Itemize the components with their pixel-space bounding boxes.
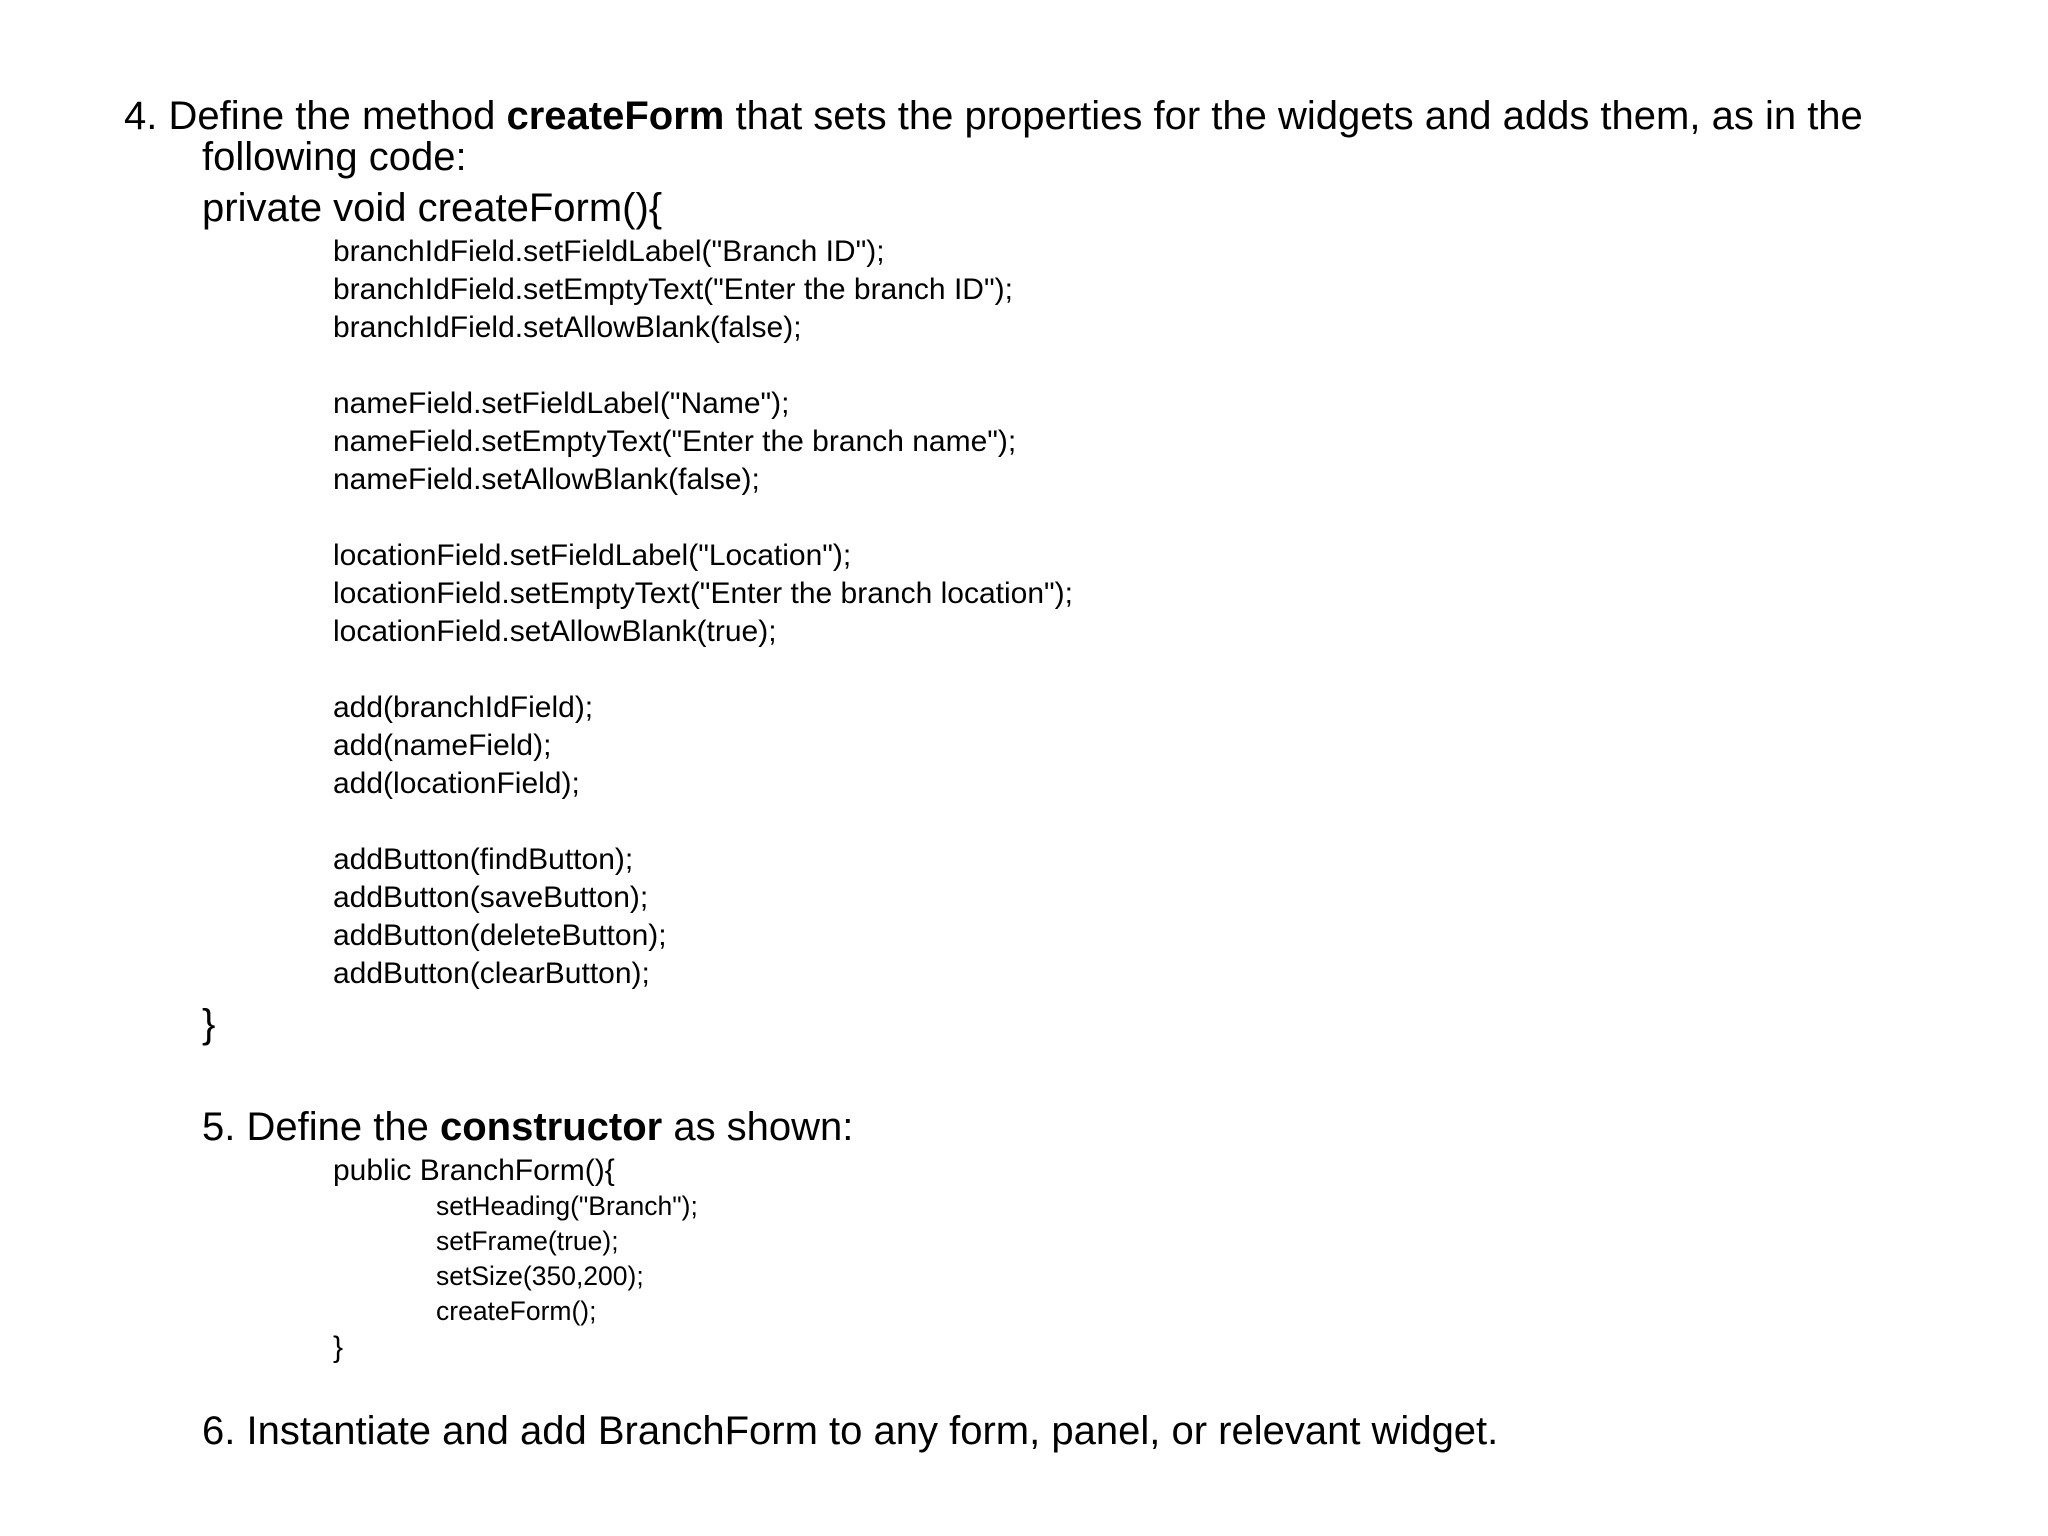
step-5-line	[202, 1107, 853, 1147]
step-5-number: 5.	[202, 1105, 236, 1149]
constructor-code-line: createForm();	[436, 1296, 597, 1326]
constructor-signature: public BranchForm(){	[333, 1154, 615, 1187]
code-line: addButton(clearButton);	[333, 957, 650, 990]
code-line: addButton(deleteButton);	[333, 919, 667, 952]
code-line: add(locationField);	[333, 767, 580, 800]
code-line: nameField.setAllowBlank(false);	[333, 463, 760, 496]
code-line: locationField.setFieldLabel("Location");	[333, 539, 852, 572]
step-5-text-post: as shown:	[662, 1105, 854, 1149]
step-5-text-pre: Define the	[246, 1105, 440, 1149]
create-form-closing-brace: }	[202, 1002, 216, 1046]
code-line: locationField.setEmptyText("Enter the branch location");	[333, 577, 1073, 610]
constructor-closing-brace: }	[333, 1331, 344, 1364]
code-line: addButton(saveButton);	[333, 881, 649, 914]
step-4-text-post: that sets the properties for the widgets and adds them, as in the	[724, 94, 1863, 138]
code-line: addButton(findButton);	[333, 843, 634, 876]
code-line: add(branchIdField);	[333, 691, 594, 724]
code-line: add(nameField);	[333, 729, 552, 762]
code-line: branchIdField.setFieldLabel("Branch ID");	[333, 235, 885, 268]
constructor-code-line: setHeading("Branch");	[436, 1191, 698, 1221]
step-4-text-pre: Define the method	[168, 94, 507, 138]
step-4-number: 4.	[124, 94, 158, 138]
code-line: branchIdField.setAllowBlank(false);	[333, 311, 802, 344]
step-4-line-2: following code:	[202, 135, 467, 179]
step-6-text: Instantiate and add BranchForm to any form, panel, or relevant widget.	[246, 1409, 1499, 1453]
step-4-method-name: createForm	[506, 94, 725, 138]
step-5-keyword: constructor	[439, 1105, 663, 1149]
code-line: branchIdField.setEmptyText("Enter the branch ID");	[333, 273, 1013, 306]
create-form-signature: private void createForm(){	[202, 186, 663, 230]
constructor-code-line: setSize(350,200);	[436, 1261, 644, 1291]
code-line: nameField.setEmptyText("Enter the branch name");	[333, 425, 1017, 458]
step-6-number: 6.	[202, 1409, 236, 1453]
step-6-line	[202, 1411, 1498, 1451]
code-line: locationField.setAllowBlank(true);	[333, 615, 777, 648]
step-4-line-1	[124, 96, 1863, 136]
constructor-code-line: setFrame(true);	[436, 1226, 619, 1256]
code-line: nameField.setFieldLabel("Name");	[333, 387, 790, 420]
